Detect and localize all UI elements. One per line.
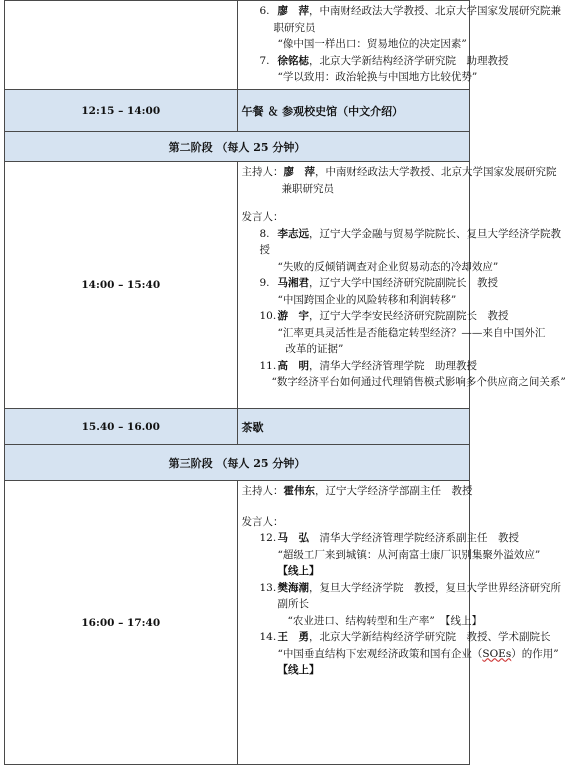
tea-label: 茶歇	[237, 409, 470, 445]
schedule-table	[4, 0, 566, 765]
speaker-6-title: “像中国一样出口：贸易地位的决定因素”	[277, 38, 467, 50]
lunch-row	[5, 90, 470, 132]
session1-time-cell	[5, 1, 238, 90]
tea-row	[5, 409, 470, 445]
speaker-13-aff-cont: 副所长	[277, 598, 309, 610]
speaker-10: 10.游 宇，辽宁大学李安民经济研究院副院长 教授	[259, 310, 509, 322]
speaker-8: 8. 李志远，辽宁大学金融与贸易学院院长、复旦大学经济学院教	[259, 227, 561, 240]
speaker-14: 14.王 勇，北京大学新结构经济学研究院 教授、学术副院长	[259, 631, 551, 643]
stage2-header: 第二阶段 （每人 25 分钟）	[5, 132, 470, 162]
speaker-13: 13.樊海潮，复旦大学经济学院 教授，复旦大学世界经济研究所	[259, 581, 561, 594]
speaker-10-title-cont: 改革的证据”	[285, 343, 344, 355]
speaker-7: 7. 徐铭梽，北京大学新结构经济学研究院 助理教授	[259, 54, 509, 67]
speaker-8-aff-cont: 授	[259, 244, 270, 256]
session3-row	[5, 481, 470, 765]
speaker-11: 11.高 明，清华大学经济管理学院 助理教授	[259, 359, 477, 372]
speaker-14-title: “中国垂直结构下宏观经济政策和国有企业（SOEs）的作用”	[277, 647, 559, 660]
stage2-header-row	[5, 132, 470, 162]
session2-host: 主持人：廖 萍，中南财经政法大学教授、北京大学国家发展研究院	[241, 166, 557, 178]
session3-content	[237, 481, 561, 765]
session1-content	[237, 1, 561, 90]
speaker-12: 12.马 弘 清华大学经济管理学院经济系副主任 教授	[259, 532, 519, 544]
session3-speakers-label: 发言人：	[241, 515, 284, 528]
stage3-header: 第三阶段 （每人 25 分钟）	[5, 445, 470, 481]
session2-speakers-label: 发言人：	[241, 211, 284, 223]
speaker-11-title: “数字经济平台如何通过代理销售模式影响多个供应商之间关系”	[271, 376, 566, 388]
speaker-8-title: “失败的反倾销调查对企业贸易动态的冷却效应”	[277, 260, 499, 273]
session1-row	[5, 1, 470, 90]
speaker-9: 9. 马湘君，辽宁大学中国经济研究院副院长 教授	[259, 277, 498, 289]
speaker-14-tag: 【线上】	[277, 664, 320, 676]
speaker-10-title: “汇率更具灵活性是否能稳定转型经济？——来自中国外汇	[277, 326, 546, 339]
session2-time: 14:00 – 15:40	[5, 162, 238, 409]
speaker-12-title: “超级工厂来到城镇：从河南富士康厂识别集聚外溢效应”	[277, 548, 541, 561]
speaker-6-aff-cont: 职研究员	[273, 21, 316, 34]
session2-host-cont: 兼职研究员	[281, 182, 334, 195]
tea-time: 15.40 – 16.00	[5, 409, 238, 445]
speaker-13-title: “农业进口、结构转型和生产率” 【线上】	[287, 614, 482, 627]
speaker-9-title: “中国跨国企业的风险转移和利润转移”	[277, 293, 457, 306]
lunch-label: 午餐 ＆ 参观校史馆（中文介绍）	[237, 90, 470, 132]
speaker-7-title: “学以致用：政治轮换与中国地方比较优势”	[277, 71, 478, 83]
speaker-12-tag: 【线上】	[277, 565, 320, 577]
session2-content	[237, 162, 566, 409]
soes-term: SOEs	[482, 647, 512, 660]
speaker-6: 6. 廖 萍，中南财经政法大学教授、北京大学国家发展研究院兼	[259, 5, 561, 17]
stage3-header-row	[5, 445, 470, 481]
session2-row	[5, 162, 470, 409]
session3-host: 主持人：霍伟东，辽宁大学经济学部副主任 教授	[241, 485, 473, 497]
lunch-time: 12:15 – 14:00	[5, 90, 238, 132]
session3-time: 16:00 – 17:40	[5, 481, 238, 765]
